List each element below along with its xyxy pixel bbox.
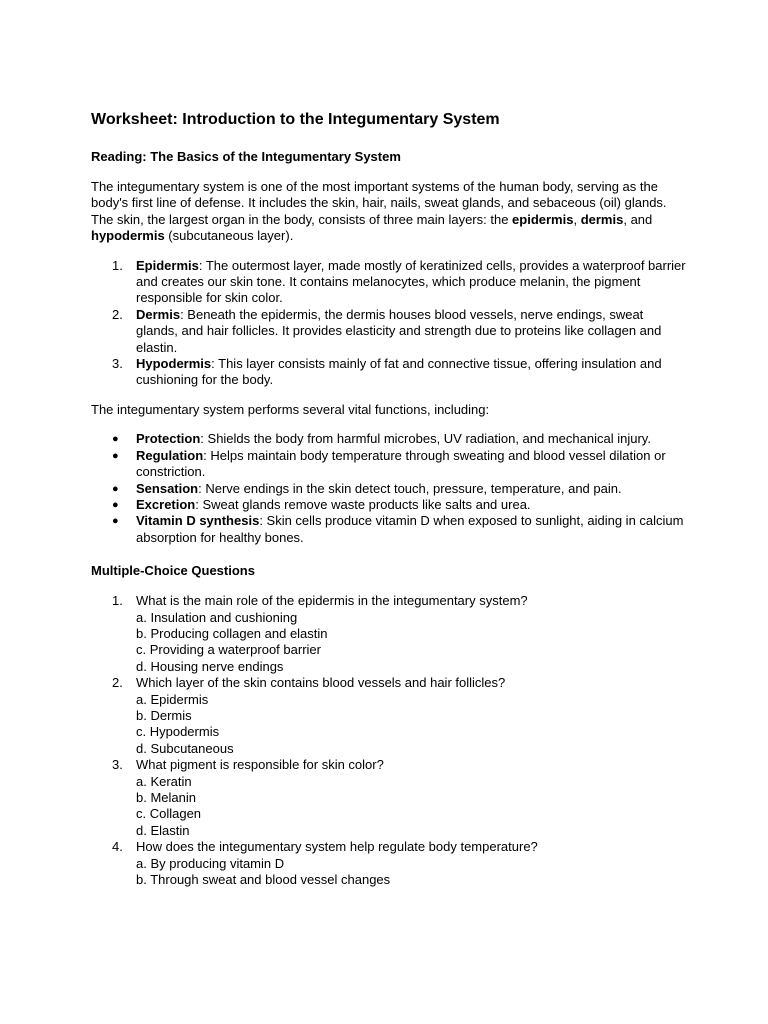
- functions-list: [91, 431, 688, 546]
- bullet-icon: ●: [112, 515, 119, 528]
- reading-heading: Reading: The Basics of the Integumentary System: [91, 149, 401, 164]
- answer-choice: b. Through sweat and blood vessel changes: [136, 872, 391, 888]
- function-term: Excretion: [136, 496, 196, 512]
- question-item: [91, 757, 688, 839]
- layer-item: [91, 356, 688, 389]
- function-item: [91, 513, 688, 546]
- answer-choice: b. Melanin: [136, 790, 196, 805]
- functions-intro: The integumentary system performs several vital functions, including:: [91, 401, 490, 417]
- answer-choice: a. Insulation and cushioning: [136, 609, 298, 625]
- bullet-icon: ●: [112, 482, 119, 495]
- function-term: Regulation: [136, 447, 204, 463]
- answer-choice: d. Subcutaneous: [136, 740, 234, 756]
- answer-choice: c. Hypodermis: [136, 724, 220, 740]
- list-number: 1.: [112, 257, 123, 273]
- function-description: : Shields the body from harmful microbes, UV radiation, and mechanical injury.: [200, 431, 651, 447]
- bullet-icon: ●: [112, 498, 119, 511]
- layer-description: : This layer consists mainly of fat and connective tissue, offering insulation and cushioning for the body.: [136, 356, 662, 388]
- answer-choice: c. Providing a waterproof barrier: [136, 642, 321, 658]
- question-text: Which layer of the skin contains blood vessels and hair follicles?: [136, 675, 506, 691]
- answer-choice: a. Keratin: [136, 773, 192, 789]
- layer-item: [91, 258, 688, 307]
- intro-text: The integumentary system is one of the most important systems of the human body, serving as the body's first line of defense. It includes the skin, hair, nails, sweat glands, and sebaceous (oil) glands. The skin, the largest organ in the body, consists of three main layers: the: [91, 179, 667, 227]
- intro-separator: ,: [573, 211, 581, 227]
- answer-choice: a. By producing vitamin D: [136, 855, 285, 871]
- question-item: [91, 593, 688, 675]
- answer-choice: d. Housing nerve endings: [136, 658, 284, 674]
- layer-item: [91, 307, 688, 356]
- answer-choice: c. Collagen: [136, 806, 202, 822]
- intro-paragraph: [91, 179, 688, 245]
- layer-description: : Beneath the epidermis, the dermis houses blood vessels, nerve endings, sweat glands, and hair follicles. It provides elasticity and strength due to proteins like collagen and elastin.: [136, 306, 662, 355]
- bullet-icon: ●: [112, 433, 119, 446]
- questions-list: [91, 593, 688, 888]
- skin-layers-list: [91, 258, 688, 389]
- function-description: : Skin cells produce vitamin D when exposed to sunlight, aiding in calcium absorption for healthy bones.: [136, 513, 684, 545]
- function-item: [91, 431, 688, 447]
- function-item: [91, 481, 688, 497]
- question-number: 2.: [112, 675, 123, 691]
- mcq-heading: Multiple-Choice Questions: [91, 563, 255, 579]
- answer-choice: a. Epidermis: [136, 691, 209, 707]
- function-description: : Sweat glands remove waste products like salts and urea.: [195, 496, 531, 512]
- function-term: Protection: [136, 431, 201, 447]
- intro-tail: (subcutaneous layer).: [164, 228, 294, 244]
- layer-term: Hypodermis: [136, 356, 212, 372]
- intro-term-epidermis: epidermis: [512, 211, 574, 227]
- function-item: [91, 497, 688, 513]
- question-text: How does the integumentary system help regulate body temperature?: [136, 839, 538, 855]
- layer-term: Dermis: [136, 306, 181, 322]
- function-description: : Helps maintain body temperature through sweating and blood vessel dilation or constriction.: [136, 447, 666, 480]
- bullet-icon: ●: [112, 449, 119, 462]
- question-number: 1.: [112, 593, 123, 609]
- question-number: 3.: [112, 757, 123, 773]
- list-number: 2.: [112, 306, 123, 322]
- function-term: Sensation: [136, 480, 199, 496]
- question-text: What pigment is responsible for skin color?: [136, 757, 384, 773]
- answer-choice: b. Producing collagen and elastin: [136, 625, 328, 641]
- intro-term-dermis: dermis: [580, 211, 624, 227]
- question-number: 4.: [112, 839, 123, 855]
- question-text: What is the main role of the epidermis in the integumentary system?: [136, 593, 528, 609]
- answer-choice: b. Dermis: [136, 707, 192, 723]
- function-term: Vitamin D synthesis: [136, 513, 260, 529]
- question-item: [91, 675, 688, 757]
- question-item: [91, 839, 688, 888]
- list-number: 3.: [112, 356, 123, 372]
- page-title: Worksheet: Introduction to the Integumentary System: [91, 111, 500, 128]
- function-description: : Nerve endings in the skin detect touch, pressure, temperature, and pain.: [198, 480, 622, 496]
- layer-term: Epidermis: [136, 257, 199, 273]
- layer-description: : The outermost layer, made mostly of keratinized cells, provides a waterproof barrier and creates our skin tone. It contains melanocytes, which produce melanin, the pigment responsible for skin color.: [136, 257, 686, 306]
- function-item: [91, 448, 688, 481]
- intro-conjunction: , and: [623, 211, 653, 227]
- answer-choice: d. Elastin: [136, 822, 190, 838]
- intro-term-hypodermis: hypodermis: [91, 228, 165, 244]
